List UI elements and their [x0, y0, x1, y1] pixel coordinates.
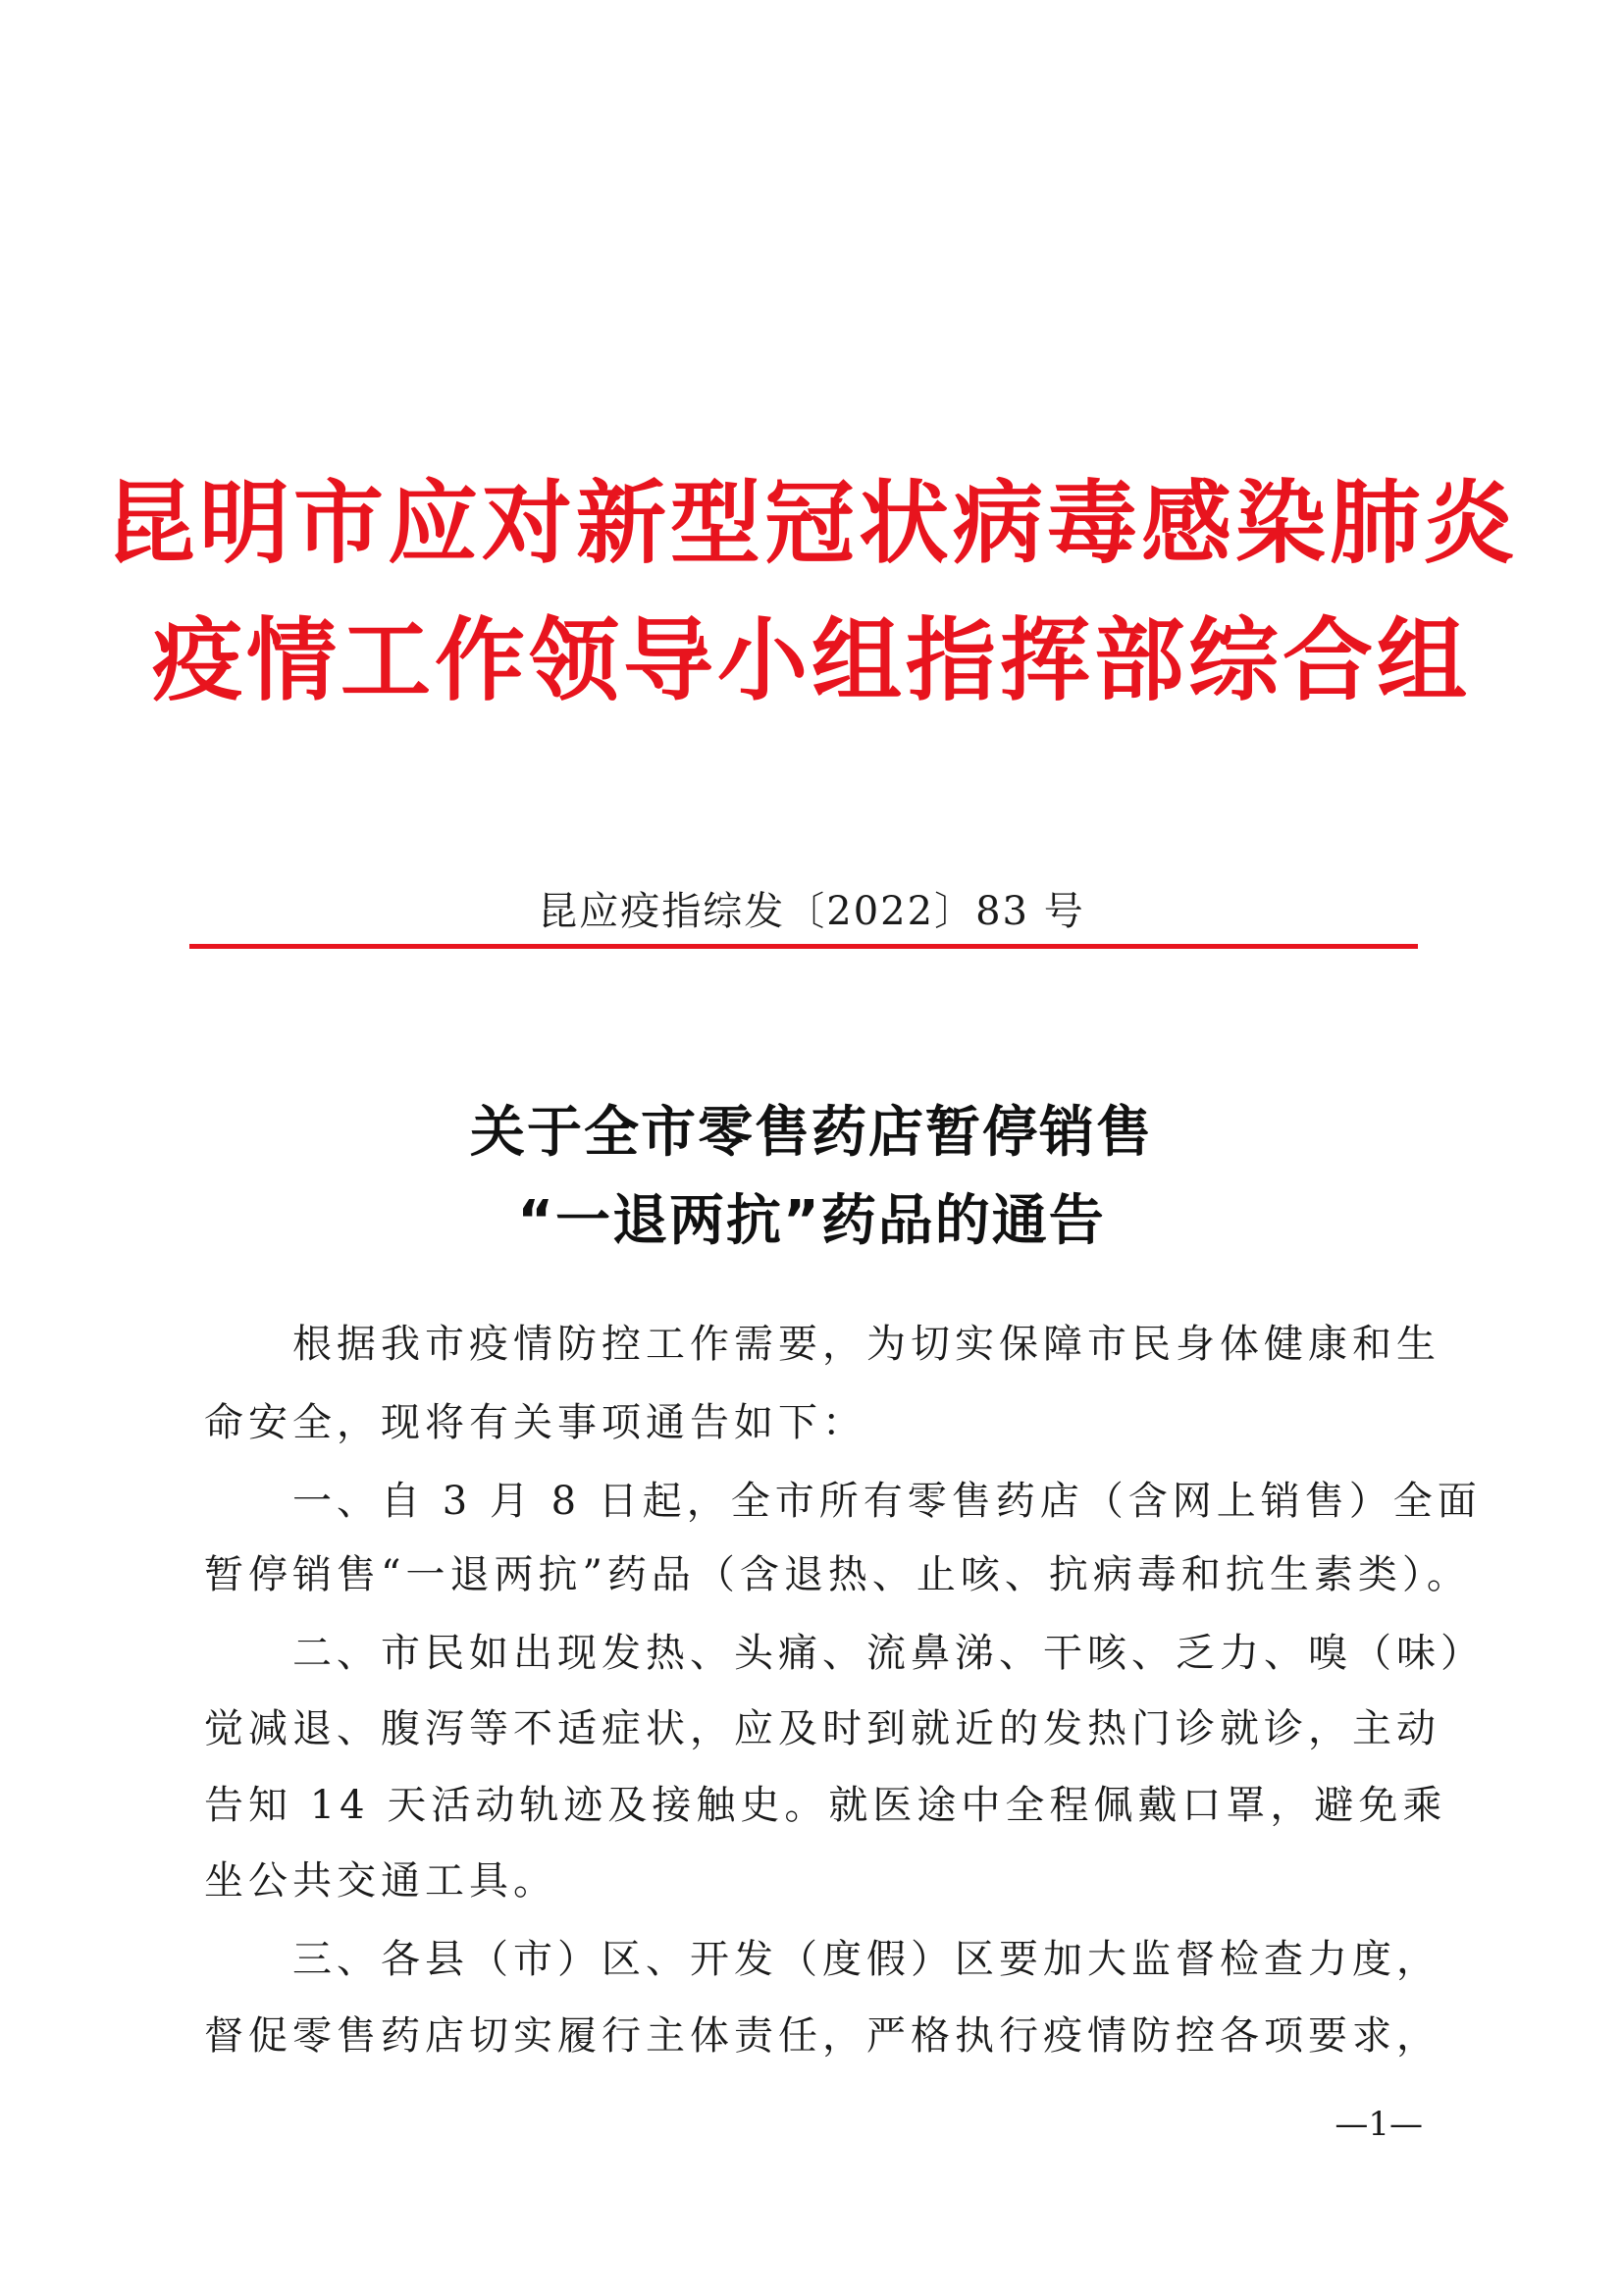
document-number: 昆应疫指综发〔2022〕83 号 — [538, 889, 1085, 934]
red-divider-line — [189, 944, 1418, 949]
issuer-header-line-1: 昆明市应对新型冠状病毒感染肺炎 — [104, 471, 1518, 576]
body-line: 督促零售药店切实履行主体责任，严格执行疫情防控各项要求， — [204, 2013, 1440, 2059]
body-line: 二、市民如出现发热、头痛、流鼻涕、干咳、乏力、嗅（味） — [204, 1631, 1485, 1676]
body-line: 命安全，现将有关事项通告如下： — [204, 1400, 866, 1445]
issuer-header-line-2: 疫情工作领导小组指挥部综合组 — [151, 608, 1471, 713]
body-line: 坐公共交通工具。 — [204, 1858, 557, 1904]
body-line: 告知 14 天活动轨迹及接触史。就医途中全程佩戴口罩，避免乘 — [204, 1783, 1447, 1828]
body-line: 觉减退、腹泻等不适症状，应及时到就近的发热门诊就诊，主动 — [204, 1706, 1440, 1751]
body-line: 三、各县（市）区、开发（度假）区要加大监督检查力度， — [204, 1937, 1440, 1982]
body-line: 暂停销售“一退两抗”药品（含退热、止咳、抗病毒和抗生素类）。 — [204, 1552, 1471, 1597]
page-number: —1— — [1335, 2105, 1423, 2144]
body-line: 根据我市疫情防控工作需要，为切实保障市民身体健康和生 — [204, 1322, 1440, 1367]
notice-title-line-2: “一退两抗”药品的通告 — [517, 1189, 1106, 1253]
body-line: 一、自 3 月 8 日起，全市所有零售药店（含网上销售）全面 — [204, 1479, 1482, 1524]
notice-title-line-1: 关于全市零售药店暂停销售 — [470, 1101, 1153, 1165]
